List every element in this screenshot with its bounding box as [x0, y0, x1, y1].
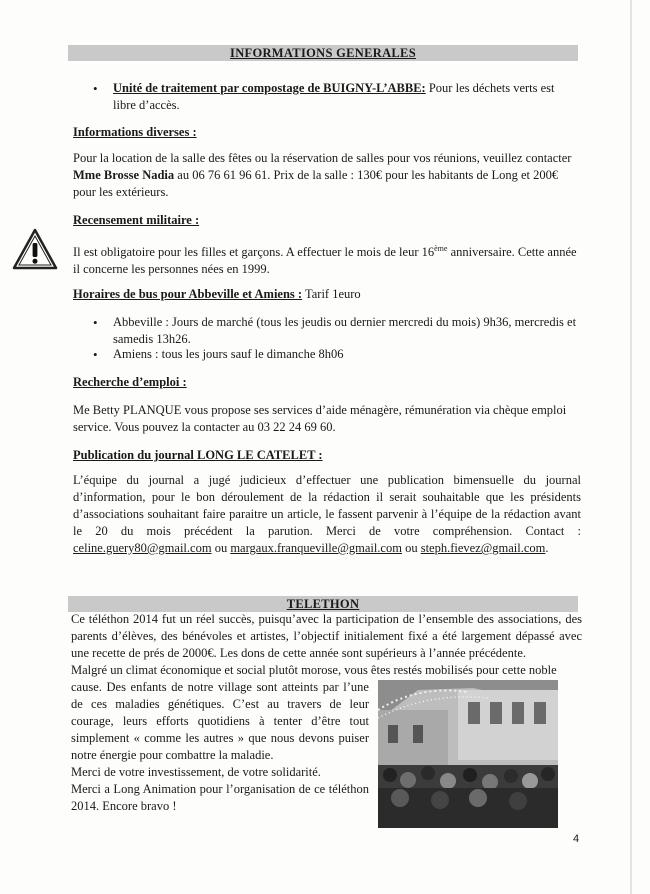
- recensement-sup: ème: [434, 244, 448, 253]
- divers-heading: Informations diverses :: [73, 125, 197, 139]
- bus-heading-line: [73, 287, 361, 302]
- recensement-heading: Recensement militaire :: [73, 213, 200, 227]
- page-edge: [630, 0, 632, 894]
- journal-heading: Publication du journal LONG LE CATELET :: [73, 448, 323, 462]
- recensement-text: [73, 240, 581, 278]
- email-sep: ou: [211, 541, 231, 555]
- emploi-text: Me Betty PLANQUE vous propose ses services d’aide ménagère, rémunération via chèque emploi service. Vous pouvez la contacter au 03 22 24 69 60.: [73, 403, 567, 434]
- compost-text: Pour les déchets verts est libre d’accès.: [113, 81, 555, 112]
- bus-tarif: Tarif 1euro: [302, 287, 361, 301]
- telethon-p3: Merci de votre investissement, de votre solidarité.: [71, 765, 321, 779]
- section-banner-general: [68, 45, 578, 61]
- telethon-p2a: Malgré un climat économique et social plutôt morose, vous êtes restés mobilisés pour cette noble: [71, 663, 557, 677]
- bullet-dot: •: [93, 315, 98, 330]
- email-link-celine[interactable]: celine.guery80@gmail.com: [73, 541, 212, 555]
- page-number: 4: [573, 833, 580, 845]
- telethon-p2b: cause. Des enfants de notre village sont atteints par l’une de ces maladies génétiques. C’est au travers de leur courage, leurs efforts quotidiens à tenter d’être tout simplement « comme les autres » que nous devons puiser notre énergie pour combattre la maladie.: [71, 680, 369, 762]
- telethon-photo: [378, 680, 558, 828]
- divers-text-2: au 06 76 61 96 61. Prix de la salle : 130€ pour les habitants de Long et 200€ pour les extérieurs.: [73, 168, 559, 199]
- section-banner-telethon: [68, 596, 578, 612]
- bus-item-text: Amiens : tous les jours sauf le dimanche 8h06: [113, 347, 344, 361]
- journal-text: [73, 472, 581, 557]
- general-title: INFORMATIONS GENERALES: [230, 46, 416, 60]
- email-link-margaux[interactable]: margaux.franqueville@gmail.com: [230, 541, 402, 555]
- compost-item: [93, 80, 573, 114]
- warning-icon: [12, 227, 58, 271]
- bus-heading: Horaires de bus pour Abbeville et Amiens :: [73, 287, 303, 301]
- telethon-p1: Ce téléthon 2014 fut un réel succès, puisqu’avec la participation de l’ensemble des associations, des parents d’élèves, des bénévoles et artistes, l’objectif initialement fixé a été largement dépassé avec une recette de prés de 2000€. Les dons de cette année sont supérieurs à l’année précédente.: [71, 612, 582, 660]
- recensement-text-1: Il est obligatoire pour les filles et garçons. A effectuer le mois de leur 16: [73, 245, 435, 260]
- telethon-title: TELETHON: [286, 597, 360, 611]
- bus-item-text: Abbeville : Jours de marché (tous les jeudis ou dernier mercredi du mois) 9h36, mercredis et samedis 13h26.: [113, 315, 577, 346]
- email-link-steph[interactable]: steph.fievez@gmail.com: [420, 541, 546, 555]
- contact-name: Mme Brosse Nadia: [73, 168, 175, 182]
- bus-item-amiens: [93, 346, 581, 363]
- divers-text-1: Pour la location de la salle des fêtes ou la réservation de salles pour vos réunions, veuillez contacter: [73, 151, 572, 165]
- recensement-text-2: anniversaire. Cette année il concerne les personnes nées en 1999.: [73, 245, 577, 277]
- bullet-dot: •: [93, 81, 98, 96]
- emploi-heading: Recherche d’emploi :: [73, 375, 187, 389]
- bullet-dot: •: [93, 347, 98, 362]
- email-sep: ou: [401, 541, 421, 555]
- divers-text: [73, 150, 581, 201]
- journal-body: L’équipe du journal a jugé judicieux d’effectuer une publication bimensuelle du journal d’information, pour le bon déroulement de la rédaction il serait souhaitable que les présidents d’associations souhaitant faire paraitre un article, le fassent parvenir à l’équipe de la rédaction avant le 20 du mois précédent la parution. Merci de votre compréhension. Contact :: [73, 473, 581, 538]
- compost-label: Unité de traitement par compostage de BUIGNY-L’ABBE:: [113, 81, 426, 95]
- bus-item-abbeville: [93, 314, 581, 348]
- telethon-p4: Merci a Long Animation pour l’organisation de ce téléthon 2014. Encore bravo !: [71, 782, 369, 813]
- email-end: .: [545, 541, 549, 555]
